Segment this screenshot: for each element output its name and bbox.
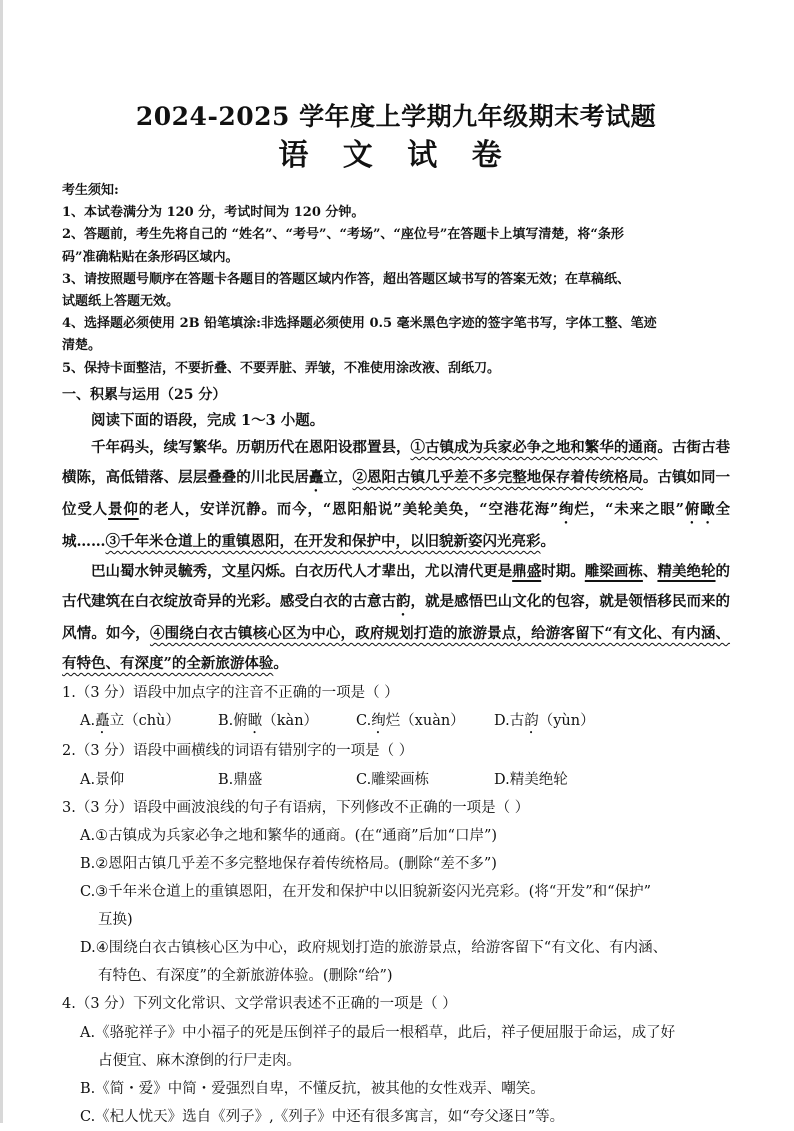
notice-heading: 考生须知: — [62, 183, 119, 198]
underlined-word: 鼎盛 — [512, 562, 542, 580]
underlined-word: 雕梁画栋 — [584, 562, 643, 580]
underlined-word: 景仰 — [108, 500, 139, 518]
scan-edge — [0, 0, 3, 1123]
notice-line: 4、选择题必须使用 2B 铅笔填涂:非选择题必须使用 0.5 毫米黑色字迹的签字笔书写，字体工整、笔迹 — [62, 316, 657, 332]
option-b: B.②恩阳古镇几乎差不多完整地保存着传统格局。(删除“差不多”) — [80, 856, 497, 873]
passage-paragraph-2: 巴山蜀水钟灵毓秀，文星闪烁。白衣历代人才辈出，尤以清代更是鼎盛时期。雕梁画栋、精美绝轮的古代建筑在白衣绽放奇异的光彩。感受白衣的古意古韵，就是感悟巴山文化的包容，就是领悟移民而来的风情。如今，④围绕白衣古镇核心区为中心，政府规划打造的旅游景点，给游客留下“有文化、有内涵、有特色、有深度”的全新旅游体验。 — [62, 562, 731, 672]
candidate-notice — [62, 180, 730, 380]
notice-line: 码”准确粘贴在条形码区域内。 — [62, 249, 239, 265]
notice-line: 2、答题前，考生先将自己的 “姓名”、“考号”、“考场”、“座位号”在答题卡上填写清楚，将“条形 — [62, 227, 624, 243]
passage-paragraph-1: 千年码头，续写繁华。历朝历代在恩阳设郡置县，①古镇成为兵家必争之地和繁华的通商。古街古巷横陈，高低错落、层层叠叠的川北民居矗立，②恩阳古镇几乎差不多完整地保存着传统格局。古镇如同一位受人景仰的老人，安详沉静。而今，“恩阳船说”美轮美奂，“空港花海”绚烂，“未来之眼”俯瞰全城……③千年米仓道上的重镇恩阳，在开发和保护中，以旧貌新姿闪光亮彩。 — [62, 438, 731, 550]
option-d: D.古韵（yùn） — [494, 713, 595, 730]
exam-page — [62, 100, 730, 1131]
option-b: B.鼎盛 — [218, 771, 263, 788]
option-c: C.绚烂（xuàn） — [356, 713, 465, 730]
question-3-stem: 3.（3 分）语段中画波浪线的句子有语病，下列修改不正确的一项是（ ） — [62, 799, 530, 816]
option-d: D.精美绝轮 — [494, 771, 568, 788]
wavy-sentence-4: ④围绕白衣古镇核心区为中心，政府规划打造的旅游景点，给游客留下“有文化、有内涵、有特色、有深度”的全新旅游体验 — [62, 624, 731, 672]
option-c: C.《杞人忧天》选自《列子》,《列子》中还有很多寓言，如“夸父逐日”等。 — [80, 1108, 565, 1125]
wavy-sentence-1: ①古镇成为兵家必争之地和繁华的通商 — [410, 438, 658, 456]
dotted-char: 韵 — [396, 592, 411, 610]
dotted-char: 矗 — [308, 468, 324, 486]
question-1-options — [62, 707, 730, 737]
question-1-stem: 1.（3 分）语段中加点字的注音不正确的一项是（ ） — [62, 684, 399, 701]
exam-subtitle: 语 文 试 卷 — [278, 138, 514, 173]
option-b: B.俯瞰（kàn） — [218, 713, 319, 730]
option-c: C.雕梁画栋 — [356, 771, 430, 788]
option-a: A.①古镇成为兵家必争之地和繁华的通商。(在“通商”后加“口岸”) — [80, 828, 498, 845]
notice-line: 3、请按照题号顺序在答题卡各题目的答题区域内作答，超出答题区域书写的答案无效；在草稿纸、 — [62, 271, 631, 287]
notice-line: 1、本试卷满分为 120 分，考试时间为 120 分钟。 — [62, 205, 365, 221]
notice-line: 试题纸上答题无效。 — [62, 294, 180, 310]
wavy-sentence-3: ③千年米仓道上的重镇恩阳，在开发和保护中，以旧貌新姿闪光亮彩 — [105, 532, 541, 550]
notice-line: 清楚。 — [62, 338, 102, 354]
notice-line: 5、保持卡面整洁，不要折叠、不要弄脏、弄皱，不准使用涂改液、刮纸刀。 — [62, 360, 501, 376]
section-heading: 一、积累与运用（25 分） — [62, 386, 227, 403]
option-d: D.④围绕白衣古镇核心区为中心，政府规划打造的旅游景点，给游客留下“有文化、有内涵、 有特色、有深度”的全新旅游体验。(删除“给”) — [80, 940, 668, 985]
reading-instruction: 阅读下面的语段，完成 1～3 小题。 — [91, 411, 325, 429]
question-4-stem: 4.（3 分）下列文化常识、文学常识表述不正确的一项是（ ） — [62, 996, 457, 1013]
exam-title: 2024-2025 学年度上学期九年级期末考试题 — [135, 102, 657, 131]
option-a: A.景仰 — [80, 771, 125, 788]
option-a: A.矗立（chù） — [80, 713, 180, 730]
option-c: C.③千年米仓道上的重镇恩阳，在开发和保护中以旧貌新姿闪光亮彩。(将“开发”和“保护” 互换) — [80, 884, 651, 929]
option-b: B.《简・爱》中简・爱强烈自卑，不懂反抗，被其他的女性戏弄、嘲笑。 — [80, 1080, 545, 1097]
dotted-char: 俯瞰 — [683, 500, 716, 518]
question-2-stem: 2.（3 分）语段中画横线的词语有错别字的一项是（ ） — [62, 743, 414, 760]
wavy-sentence-2: ②恩阳古镇几乎差不多完整地保存着传统格局 — [352, 468, 643, 486]
dotted-char: 绚 — [558, 500, 575, 518]
question-2-options — [62, 766, 730, 794]
option-a: A.《骆驼祥子》中小福子的死是压倒祥子的最后一根稻草，此后，祥子便屈服于命运，成了好 占便宜、麻木潦倒的行尸走肉。 — [80, 1024, 676, 1069]
underlined-word: 精美绝轮 — [657, 562, 716, 580]
